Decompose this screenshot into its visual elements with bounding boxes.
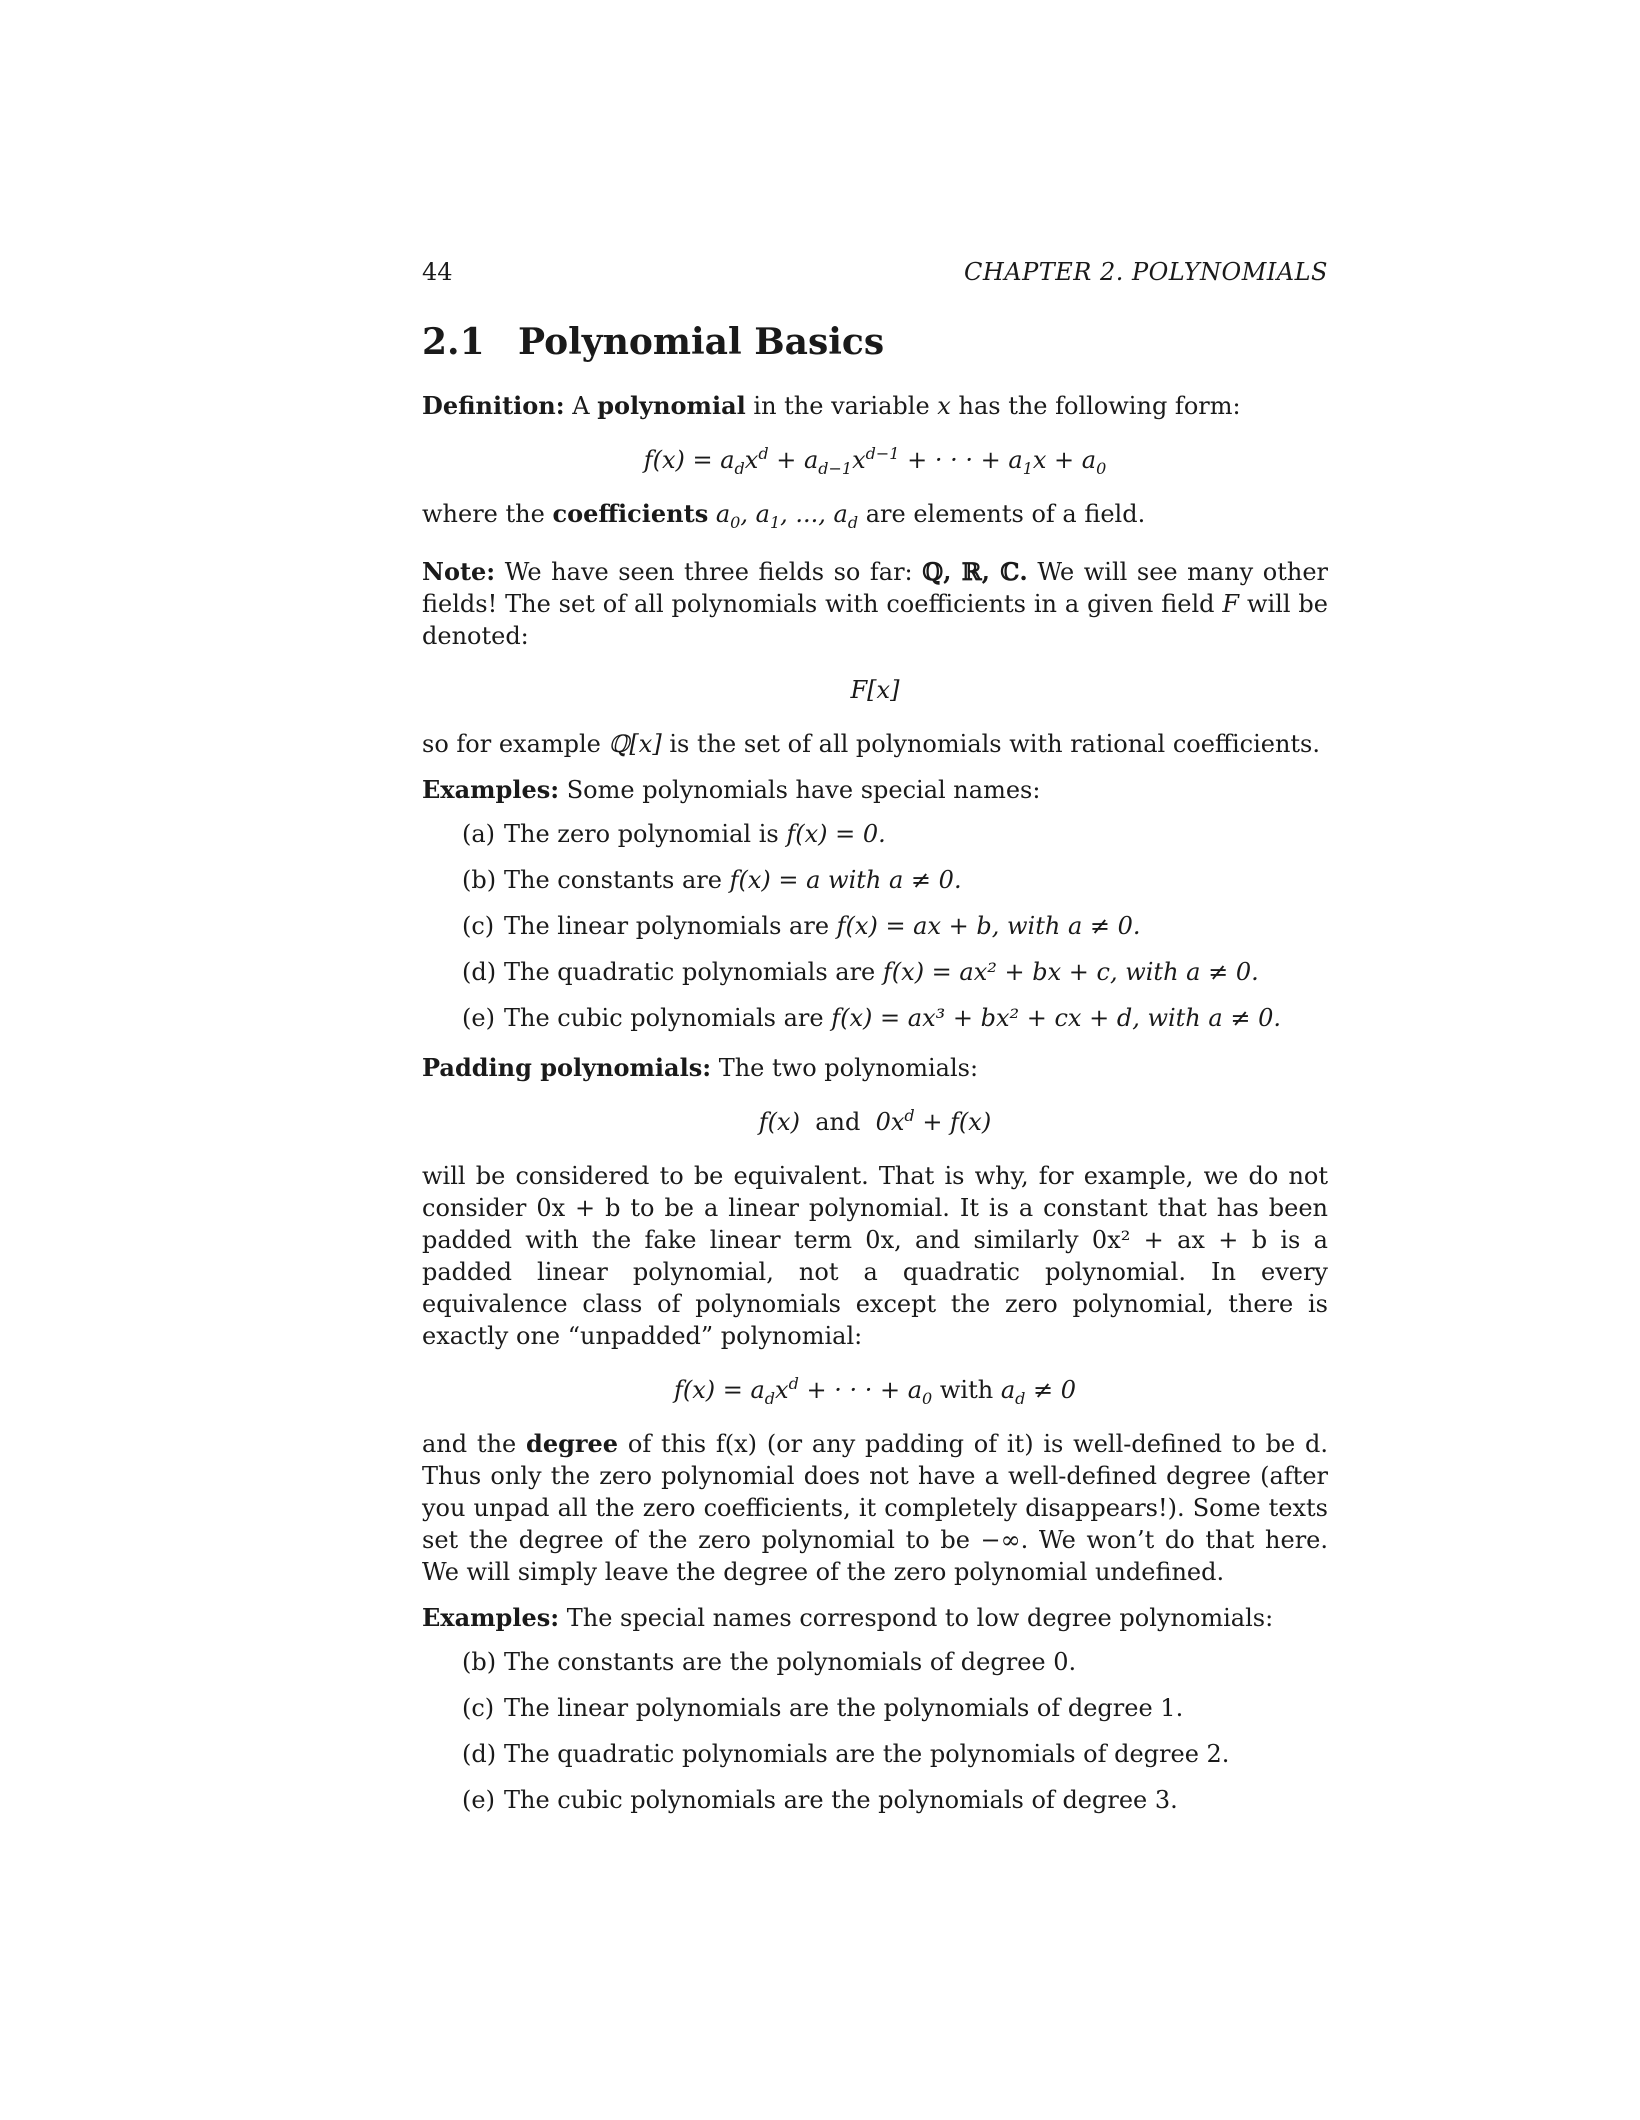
examples-label: Examples: bbox=[422, 1603, 560, 1632]
padding-label: Padding polynomials: bbox=[422, 1053, 712, 1082]
coefficients-paragraph bbox=[422, 498, 1328, 530]
unpadded-equation: $f(x) = a_dx^d$ + · · · + $a_0$ with $a_d \ne 0$ bbox=[673, 1374, 1077, 1408]
text: Some polynomials have special names: bbox=[566, 776, 1041, 804]
padding-equation: f(x) and $0x^d + f(x)$ bbox=[758, 1106, 992, 1136]
item-text: The quadratic polynomials are bbox=[504, 958, 876, 986]
item-tag: (b) bbox=[462, 866, 497, 894]
item-text: The cubic polynomials are bbox=[504, 1004, 824, 1032]
note-paragraph bbox=[422, 556, 1328, 652]
text: is the set of all polynomials with rational coefficients. bbox=[669, 730, 1320, 758]
item-tag: (b) bbox=[462, 1648, 497, 1676]
list-item bbox=[462, 1738, 1328, 1770]
math: $a_0$, $a_1$, ..., $a_d$ bbox=[715, 500, 859, 532]
text: The special names correspond to low degree polynomials: bbox=[566, 1604, 1274, 1632]
definition-paragraph bbox=[422, 390, 1328, 422]
chapter-title: CHAPTER 2. POLYNOMIALS bbox=[963, 258, 1328, 286]
polynomial-equation: $f(x) = a_dx^d + a_{d-1}x^{d-1}$ + · · · + $a_1x + a_0$ bbox=[643, 444, 1107, 478]
coefficients-term: coefficients bbox=[552, 499, 709, 528]
text: are elements of a field. bbox=[865, 500, 1146, 528]
math: ℚ, ℝ, ℂ. bbox=[922, 557, 1028, 586]
math: F bbox=[1222, 590, 1240, 618]
item-text: The constants are the polynomials of degree 0. bbox=[504, 1648, 1077, 1676]
padding-intro bbox=[422, 1052, 1328, 1084]
field-notation-equation: F[x] bbox=[850, 676, 900, 704]
item-text: The linear polynomials are bbox=[504, 912, 830, 940]
list-item bbox=[462, 910, 1328, 942]
text: of this f(x) (or any padding of it) is well-defined to be d. Thus only the zero polynomial does not have a well-defined degree (after you unpad all the zero coefficients, it completely disappears!). Some texts set the degree of the zero polynomial to be −∞. We won’t do that here. We will simply leave the degree of the zero polynomial undefined. bbox=[422, 1430, 1328, 1586]
section-number: 2.1 bbox=[422, 321, 485, 363]
item-math: f(x) = a with a ≠ 0. bbox=[729, 866, 962, 894]
math: f(x) = a bbox=[673, 1376, 765, 1404]
math: ℚ[x] bbox=[608, 730, 662, 758]
item-math: f(x) = ax² + bx + c, with a ≠ 0. bbox=[882, 958, 1259, 986]
item-tag: (d) bbox=[462, 1740, 497, 1768]
examples-intro bbox=[422, 774, 1328, 806]
math: ≠ 0 bbox=[1033, 1376, 1077, 1404]
math: f(x) bbox=[758, 1108, 800, 1136]
definition-label: Definition: bbox=[422, 391, 565, 420]
text: We will see many other fields! The set of all polynomials with coefficients in a given field bbox=[422, 558, 1328, 618]
text: The two polynomials: bbox=[718, 1054, 979, 1082]
item-text: The quadratic polynomials are the polynomials of degree 2. bbox=[504, 1740, 1230, 1768]
degree-paragraph bbox=[422, 1428, 1328, 1588]
list-item bbox=[462, 818, 1328, 850]
padding-body: will be considered to be equivalent. That is why, for example, we do not consider 0x + b to be a linear polynomial. It is a constant that has been padded with the fake linear term 0x, and similarly 0x² + ax + b is a padded linear polynomial, not a quadratic polynomial. In every equivalence class of polynomials except the zero polynomial, there is exactly one “unpadded” polynomial: bbox=[422, 1162, 1328, 1350]
item-tag: (d) bbox=[462, 958, 497, 986]
list-item bbox=[462, 1784, 1328, 1816]
item-tag: (e) bbox=[462, 1004, 495, 1032]
polynomial-term: polynomial bbox=[597, 391, 746, 420]
item-math: f(x) = ax³ + bx² + cx + d, with a ≠ 0. bbox=[831, 1004, 1281, 1032]
list-item bbox=[462, 1692, 1328, 1724]
item-text: The constants are bbox=[504, 866, 722, 894]
text: and the bbox=[422, 1430, 517, 1458]
section-heading bbox=[422, 320, 1328, 364]
example-rational-paragraph bbox=[422, 728, 1328, 760]
section-title: Polynomial Basics bbox=[518, 321, 885, 363]
examples-label: Examples: bbox=[422, 775, 560, 804]
item-math: f(x) = ax + b, with a ≠ 0. bbox=[836, 912, 1141, 940]
text: will be denoted: bbox=[422, 590, 1328, 650]
degree-term: degree bbox=[526, 1429, 619, 1458]
special-names-list bbox=[422, 818, 1328, 1034]
running-header bbox=[422, 256, 1328, 286]
item-math: f(x) = 0. bbox=[786, 820, 886, 848]
item-text: The zero polynomial is bbox=[504, 820, 779, 848]
item-tag: (e) bbox=[462, 1786, 495, 1814]
text: We have seen three fields so far: bbox=[504, 558, 913, 586]
item-text: The linear polynomials are the polynomials of degree 1. bbox=[504, 1694, 1184, 1722]
list-item bbox=[462, 956, 1328, 988]
text: has the following form: bbox=[958, 392, 1241, 420]
page-number: 44 bbox=[422, 258, 453, 286]
list-item bbox=[462, 1646, 1328, 1678]
list-item bbox=[462, 864, 1328, 896]
math: 0x bbox=[875, 1108, 905, 1136]
item-tag: (c) bbox=[462, 912, 495, 940]
math: x bbox=[937, 392, 951, 420]
list-item bbox=[462, 1002, 1328, 1034]
item-tag: (c) bbox=[462, 1694, 495, 1722]
text: A bbox=[572, 392, 590, 420]
text: in the variable bbox=[753, 392, 930, 420]
item-text: The cubic polynomials are the polynomials of degree 3. bbox=[504, 1786, 1178, 1814]
examples2-intro bbox=[422, 1602, 1328, 1634]
text: where the bbox=[422, 500, 545, 528]
math: x + a bbox=[1032, 446, 1097, 474]
degree-list bbox=[422, 1646, 1328, 1816]
text: so for example bbox=[422, 730, 601, 758]
math: f(x) = a bbox=[643, 446, 735, 474]
math: + · · · + a bbox=[806, 1376, 923, 1404]
text: and bbox=[815, 1108, 861, 1136]
item-tag: (a) bbox=[462, 820, 496, 848]
math: + · · · + a bbox=[907, 446, 1023, 474]
text: with bbox=[939, 1376, 994, 1404]
textbook-page bbox=[422, 256, 1328, 1830]
math: + f(x) bbox=[922, 1108, 992, 1136]
note-label: Note: bbox=[422, 557, 496, 586]
